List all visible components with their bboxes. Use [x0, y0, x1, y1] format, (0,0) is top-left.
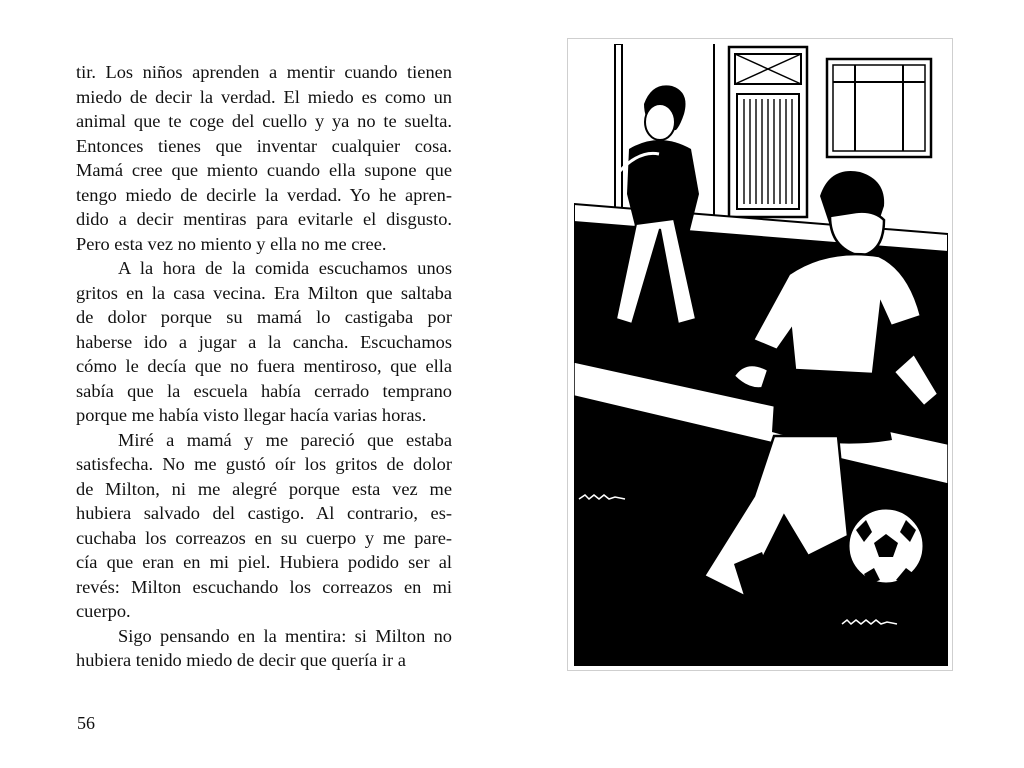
text-line: haberse ido a jugar a la cancha. Escuchamos	[76, 331, 452, 352]
text-line: cómo le decía que no fuera mentiroso, que ella	[76, 356, 452, 376]
window	[827, 59, 931, 157]
paragraph	[76, 60, 452, 256]
text-page	[76, 60, 452, 673]
paragraph	[76, 256, 452, 428]
text-line: Mamá cree que miento cuando ella supone que	[76, 160, 452, 180]
text-line: Pero esta vez no miento y ella no me cree.	[76, 233, 387, 254]
illustration-boys-soccer	[574, 44, 948, 666]
text-line: cuchaba los correazos en su cuerpo y me pare-	[76, 527, 452, 548]
page-number: 56	[77, 713, 95, 733]
text-line: de Milton, ni me alegré porque esta vez me	[76, 478, 452, 499]
text-line: revés: Milton escuchando los correazos en mi	[76, 576, 452, 597]
text-line: tengo miedo de decirle la verdad. Yo he apren-	[76, 184, 452, 205]
text-line: sabía que la escuela había cerrado temprano	[76, 380, 452, 401]
text-line: Entonces tienes que inventar cualquier cosa.	[76, 135, 452, 156]
wall-post	[615, 44, 622, 224]
illustration-frame	[567, 38, 953, 671]
paragraph	[76, 624, 452, 673]
text-line: Sigo pensando en la mentira: si Milton no	[118, 625, 452, 646]
text-line: cuerpo.	[76, 601, 131, 621]
text-line: dido a decir mentiras para evitarle el disgusto.	[76, 209, 452, 229]
text-line: A la hora de la comida escuchamos unos	[118, 258, 452, 278]
text-line: tir. Los niños aprenden a mentir cuando tienen	[76, 62, 452, 82]
text-line: porque me había visto llegar hacía varias horas.	[76, 405, 427, 425]
text-line: cía que eran en mi piel. Hubiera podido ser al	[76, 552, 452, 572]
door	[729, 47, 807, 217]
text-line: hubiera tenido miedo de decir que quería ir a	[76, 650, 406, 670]
text-line: de dolor porque su mamá lo castigaba por	[76, 307, 452, 327]
text-line: Miré a mamá y me pareció que estaba	[118, 429, 452, 450]
text-line: animal que te coge del cuello y ya no te suelta.	[76, 111, 452, 131]
paragraph	[76, 428, 452, 624]
soccer-ball	[848, 508, 924, 584]
text-line: miedo de decir la verdad. El miedo es como un	[76, 86, 452, 107]
text-line: hubiera salvado del castigo. Al contrario, es-	[76, 503, 452, 523]
text-line: gritos en la casa vecina. Era Milton que saltaba	[76, 282, 452, 303]
text-line: satisfecha. No me gustó oír los gritos de dolor	[76, 454, 452, 474]
